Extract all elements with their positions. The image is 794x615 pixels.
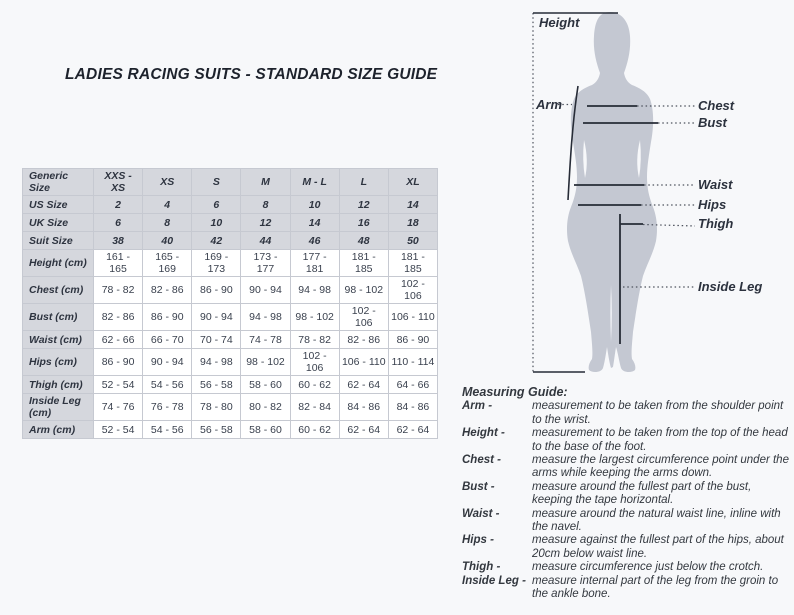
value-cell: 90 - 94 (192, 304, 241, 331)
value-cell: 86 - 90 (143, 304, 192, 331)
hips-label: Hips (698, 197, 727, 212)
value-cell: 110 - 114 (388, 349, 437, 376)
value-cell: 52 - 54 (94, 421, 143, 439)
value-cell: 98 - 102 (290, 304, 339, 331)
row-label-cell: Inside Leg (cm) (23, 394, 94, 421)
value-cell: 82 - 86 (94, 304, 143, 331)
value-cell: 64 - 66 (388, 376, 437, 394)
table-row (23, 394, 438, 421)
value-cell: 80 - 82 (241, 394, 290, 421)
table-row (23, 349, 438, 376)
value-cell: 82 - 84 (290, 394, 339, 421)
value-cell: 90 - 94 (143, 349, 192, 376)
chest-label: Chest (698, 98, 735, 113)
table-row (23, 232, 438, 250)
value-cell: 84 - 86 (388, 394, 437, 421)
row-label-cell: US Size (23, 196, 94, 214)
row-label-cell: UK Size (23, 214, 94, 232)
guide-term: Height - (462, 427, 505, 440)
value-cell: 6 (94, 214, 143, 232)
value-cell: 86 - 90 (192, 277, 241, 304)
row-label-cell: Chest (cm) (23, 277, 94, 304)
value-cell: 44 (241, 232, 290, 250)
guide-term: Bust - (462, 480, 495, 493)
guide-term: Chest - (462, 454, 501, 467)
value-cell: 52 - 54 (94, 376, 143, 394)
value-cell: S (192, 169, 241, 196)
row-label-cell: Suit Size (23, 232, 94, 250)
table-row (23, 169, 438, 196)
value-cell: 6 (192, 196, 241, 214)
value-cell: 94 - 98 (241, 304, 290, 331)
guide-description: measure internal part of the leg from the groin to the ankle bone. (532, 574, 779, 601)
row-label-cell: Thigh (cm) (23, 376, 94, 394)
value-cell: 14 (388, 196, 437, 214)
value-cell: 38 (94, 232, 143, 250)
value-cell: 8 (143, 214, 192, 232)
value-cell: 82 - 86 (339, 331, 388, 349)
value-cell: 62 - 66 (94, 331, 143, 349)
value-cell: 74 - 76 (94, 394, 143, 421)
value-cell: 94 - 98 (290, 277, 339, 304)
table-row (23, 214, 438, 232)
guide-description: measure circumference just below the crotch. (532, 561, 764, 574)
row-label-cell: Waist (cm) (23, 331, 94, 349)
guide-term: Waist - (462, 507, 500, 520)
value-cell: 84 - 86 (339, 394, 388, 421)
value-cell: 177 - 181 (290, 250, 339, 277)
value-cell: 4 (143, 196, 192, 214)
row-label-cell: Arm (cm) (23, 421, 94, 439)
value-cell: 12 (241, 214, 290, 232)
value-cell: 86 - 90 (388, 331, 437, 349)
value-cell: 46 (290, 232, 339, 250)
guide-term: Arm - (462, 400, 493, 413)
arm-label: Arm (536, 97, 563, 112)
value-cell: XS (143, 169, 192, 196)
value-cell: XL (388, 169, 437, 196)
guide-description: measurement to be taken from the shoulder point to the wrist. (532, 400, 784, 426)
value-cell: 12 (339, 196, 388, 214)
table-row (23, 304, 438, 331)
table-row (23, 277, 438, 304)
value-cell: 14 (290, 214, 339, 232)
measurement-figure (520, 0, 794, 382)
value-cell: 18 (388, 214, 437, 232)
value-cell: 181 - 185 (339, 250, 388, 277)
value-cell: 2 (94, 196, 143, 214)
value-cell: 62 - 64 (339, 376, 388, 394)
table-row (23, 331, 438, 349)
value-cell: 181 - 185 (388, 250, 437, 277)
value-cell: 78 - 82 (94, 277, 143, 304)
value-cell: 102 - 106 (290, 349, 339, 376)
measuring-guide-title: Measuring Guide: (462, 385, 568, 399)
value-cell: M (241, 169, 290, 196)
value-cell: 60 - 62 (290, 421, 339, 439)
table-row (23, 376, 438, 394)
value-cell: 42 (192, 232, 241, 250)
value-cell: 54 - 56 (143, 421, 192, 439)
value-cell: 106 - 110 (388, 304, 437, 331)
guide-description: measure around the fullest part of the bust, keeping the tape horizontal. (532, 480, 752, 507)
value-cell: 60 - 62 (290, 376, 339, 394)
row-label-cell: Bust (cm) (23, 304, 94, 331)
bust-label: Bust (698, 115, 727, 130)
guide-description: measure around the natural waist line, inline with the navel. (532, 507, 781, 534)
guide-term: Thigh - (462, 561, 501, 574)
guide-description: measure the largest circumference point under the arms while keeping the arms down. (532, 454, 789, 480)
woman-silhouette (567, 12, 657, 372)
value-cell: M - L (290, 169, 339, 196)
value-cell: 10 (290, 196, 339, 214)
value-cell: 54 - 56 (143, 376, 192, 394)
value-cell: 76 - 78 (143, 394, 192, 421)
value-cell: 98 - 102 (339, 277, 388, 304)
value-cell: 102 - 106 (339, 304, 388, 331)
row-label-cell: Generic Size (23, 169, 94, 196)
value-cell: 56 - 58 (192, 376, 241, 394)
value-cell: 82 - 86 (143, 277, 192, 304)
value-cell: 102 - 106 (388, 277, 437, 304)
value-cell: 40 (143, 232, 192, 250)
value-cell: 165 - 169 (143, 250, 192, 277)
value-cell: 161 - 165 (94, 250, 143, 277)
value-cell: 74 - 78 (241, 331, 290, 349)
guide-description: measurement to be taken from the top of the head to the base of the foot. (532, 427, 788, 453)
value-cell: 8 (241, 196, 290, 214)
value-cell: 78 - 82 (290, 331, 339, 349)
guide-description: measure against the fullest part of the hips, about 20cm below waist line. (532, 534, 784, 560)
value-cell: 58 - 60 (241, 376, 290, 394)
value-cell: 106 - 110 (339, 349, 388, 376)
height-label: Height (539, 15, 580, 30)
inside-leg-label: Inside Leg (698, 279, 763, 294)
page-title: LADIES RACING SUITS - STANDARD SIZE GUIDE (65, 66, 438, 83)
row-label-cell: Height (cm) (23, 250, 94, 277)
value-cell: 50 (388, 232, 437, 250)
row-label-cell: Hips (cm) (23, 349, 94, 376)
guide-term: Hips - (462, 534, 494, 547)
value-cell: 90 - 94 (241, 277, 290, 304)
value-cell: 86 - 90 (94, 349, 143, 376)
value-cell: 62 - 64 (388, 421, 437, 439)
table-row (23, 250, 438, 277)
body-silhouette-diagram (520, 0, 794, 382)
value-cell: XXS - XS (94, 169, 143, 196)
value-cell: 56 - 58 (192, 421, 241, 439)
table-row (23, 421, 438, 439)
value-cell: 10 (192, 214, 241, 232)
value-cell: 94 - 98 (192, 349, 241, 376)
value-cell: 70 - 74 (192, 331, 241, 349)
guide-term: Inside Leg - (462, 574, 526, 587)
waist-label: Waist (698, 177, 733, 192)
table-row (23, 196, 438, 214)
size-table-body (23, 169, 438, 439)
value-cell: 66 - 70 (143, 331, 192, 349)
value-cell: 169 - 173 (192, 250, 241, 277)
value-cell: 48 (339, 232, 388, 250)
value-cell: 173 - 177 (241, 250, 290, 277)
thigh-label: Thigh (698, 216, 734, 231)
value-cell: 78 - 80 (192, 394, 241, 421)
value-cell: 62 - 64 (339, 421, 388, 439)
size-table (22, 168, 438, 439)
measuring-guide (462, 386, 792, 602)
value-cell: 58 - 60 (241, 421, 290, 439)
value-cell: 98 - 102 (241, 349, 290, 376)
measuring-guide-list (462, 400, 792, 601)
value-cell: 16 (339, 214, 388, 232)
value-cell: L (339, 169, 388, 196)
